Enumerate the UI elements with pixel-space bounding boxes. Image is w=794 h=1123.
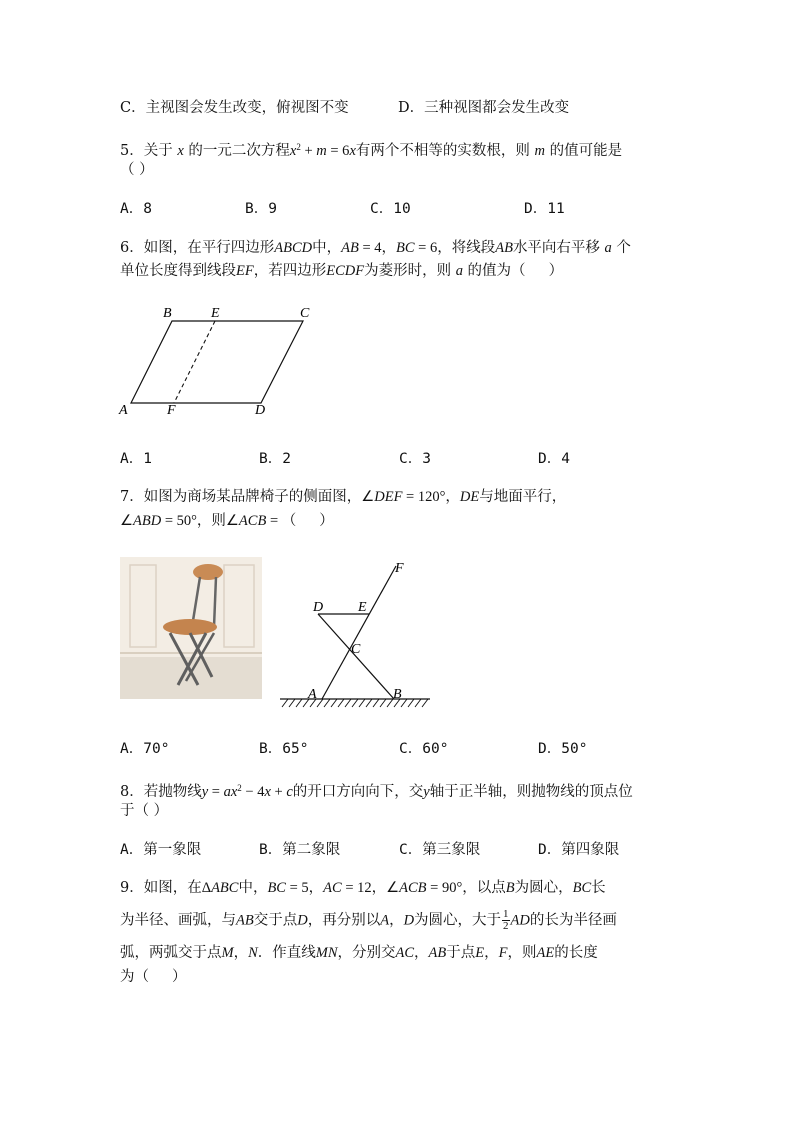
label-b: B — [163, 306, 172, 321]
q7-option-c: C．60° — [399, 741, 449, 757]
q6-stem-line1: 6．如图，在平行四边形ABCD中，AB = 4，BC = 6，将线段AB水平向右平移 a 个 — [120, 240, 631, 256]
label-f: F — [395, 561, 404, 576]
label-d: D — [255, 403, 266, 418]
q7-option-b: B．65° — [259, 741, 309, 757]
q6-option-b: B．2 — [259, 451, 291, 467]
q7-stem-line1: 7．如图为商场某品牌椅子的侧面图，∠DEF = 120°，DE与地面平行， — [120, 489, 567, 505]
label-c: C — [300, 306, 310, 321]
q5-option-c: C．10 — [370, 201, 411, 217]
q4-option-c: C．主视图会发生改变，俯视图不变 — [120, 100, 349, 116]
q4-option-d: D．三种视图都会发生改变 — [398, 100, 570, 116]
q8-option-b: B．第二象限 — [259, 842, 341, 858]
q7-stem-line2: ∠ABD = 50°，则∠ACB = （ ） — [120, 513, 334, 529]
label-a: A — [308, 687, 317, 702]
label-a: A — [119, 403, 128, 418]
q7-option-d: D．50° — [538, 741, 588, 757]
label-e: E — [211, 306, 220, 321]
q6-option-a: A．1 — [120, 451, 152, 467]
q5-stem: 5．关于 x 的一元二次方程$x^2 + m = 6x$有两个不相等的实数根，则 m 的值可能是 — [120, 142, 623, 159]
q8-option-a: A．第一象限 — [120, 842, 202, 858]
label-e: E — [358, 600, 367, 615]
fraction-one-half: $\frac{1}{2}$ — [503, 908, 509, 932]
label-f: F — [167, 403, 176, 418]
q6-option-d: D．4 — [538, 451, 570, 467]
q5-option-a: A．8 — [120, 201, 152, 217]
label-d: D — [313, 600, 324, 615]
q6-stem-line2: 单位长度得到线段EF，若四边形ECDF为菱形时，则 a 的值为（ ） — [120, 263, 564, 279]
q7-chair-diagram — [278, 558, 438, 710]
q5-option-d: D．11 — [524, 201, 565, 217]
q6-parallelogram-figure — [115, 300, 325, 420]
q8-option-d: D．第四象限 — [538, 842, 620, 858]
q8-option-c: C．第三象限 — [399, 842, 481, 858]
q6-option-c: C．3 — [399, 451, 431, 467]
parallelogram-abcd — [131, 321, 303, 403]
q8-stem-line1: 8．若抛物线$y = ax^2 - 4x + c$的开口方向向下，交y轴于正半轴，则抛物线的顶点位 — [120, 783, 633, 800]
label-b: B — [393, 687, 402, 702]
q8-stem-line2: 于（ ） — [120, 803, 169, 819]
q7-chair-photo — [120, 557, 262, 699]
q9-stem-line4: 为（ ） — [120, 969, 187, 985]
q5-blank: （ ） — [120, 162, 154, 178]
segment-af — [322, 566, 396, 699]
label-c: C — [351, 642, 361, 657]
q9-stem-line2: 为半径、画弧，与AB交于点D，再分别以A，D为圆心，大于 $\frac{1}{2}$ AD的长为半径画 — [120, 908, 617, 932]
q5-option-b: B．9 — [245, 201, 277, 217]
q9-stem-line3: 弧，两弧交于点M，N．作直线MN，分别交AC，AB于点E，F，则AE的长度 — [120, 945, 598, 961]
segment-ef — [174, 321, 215, 403]
q7-option-a: A．70° — [120, 741, 170, 757]
q9-stem-line1: 9．如图，在ΔABC中，BC = 5，AC = 12，∠ACB = 90°，以点B为圆心，BC长 — [120, 880, 606, 896]
